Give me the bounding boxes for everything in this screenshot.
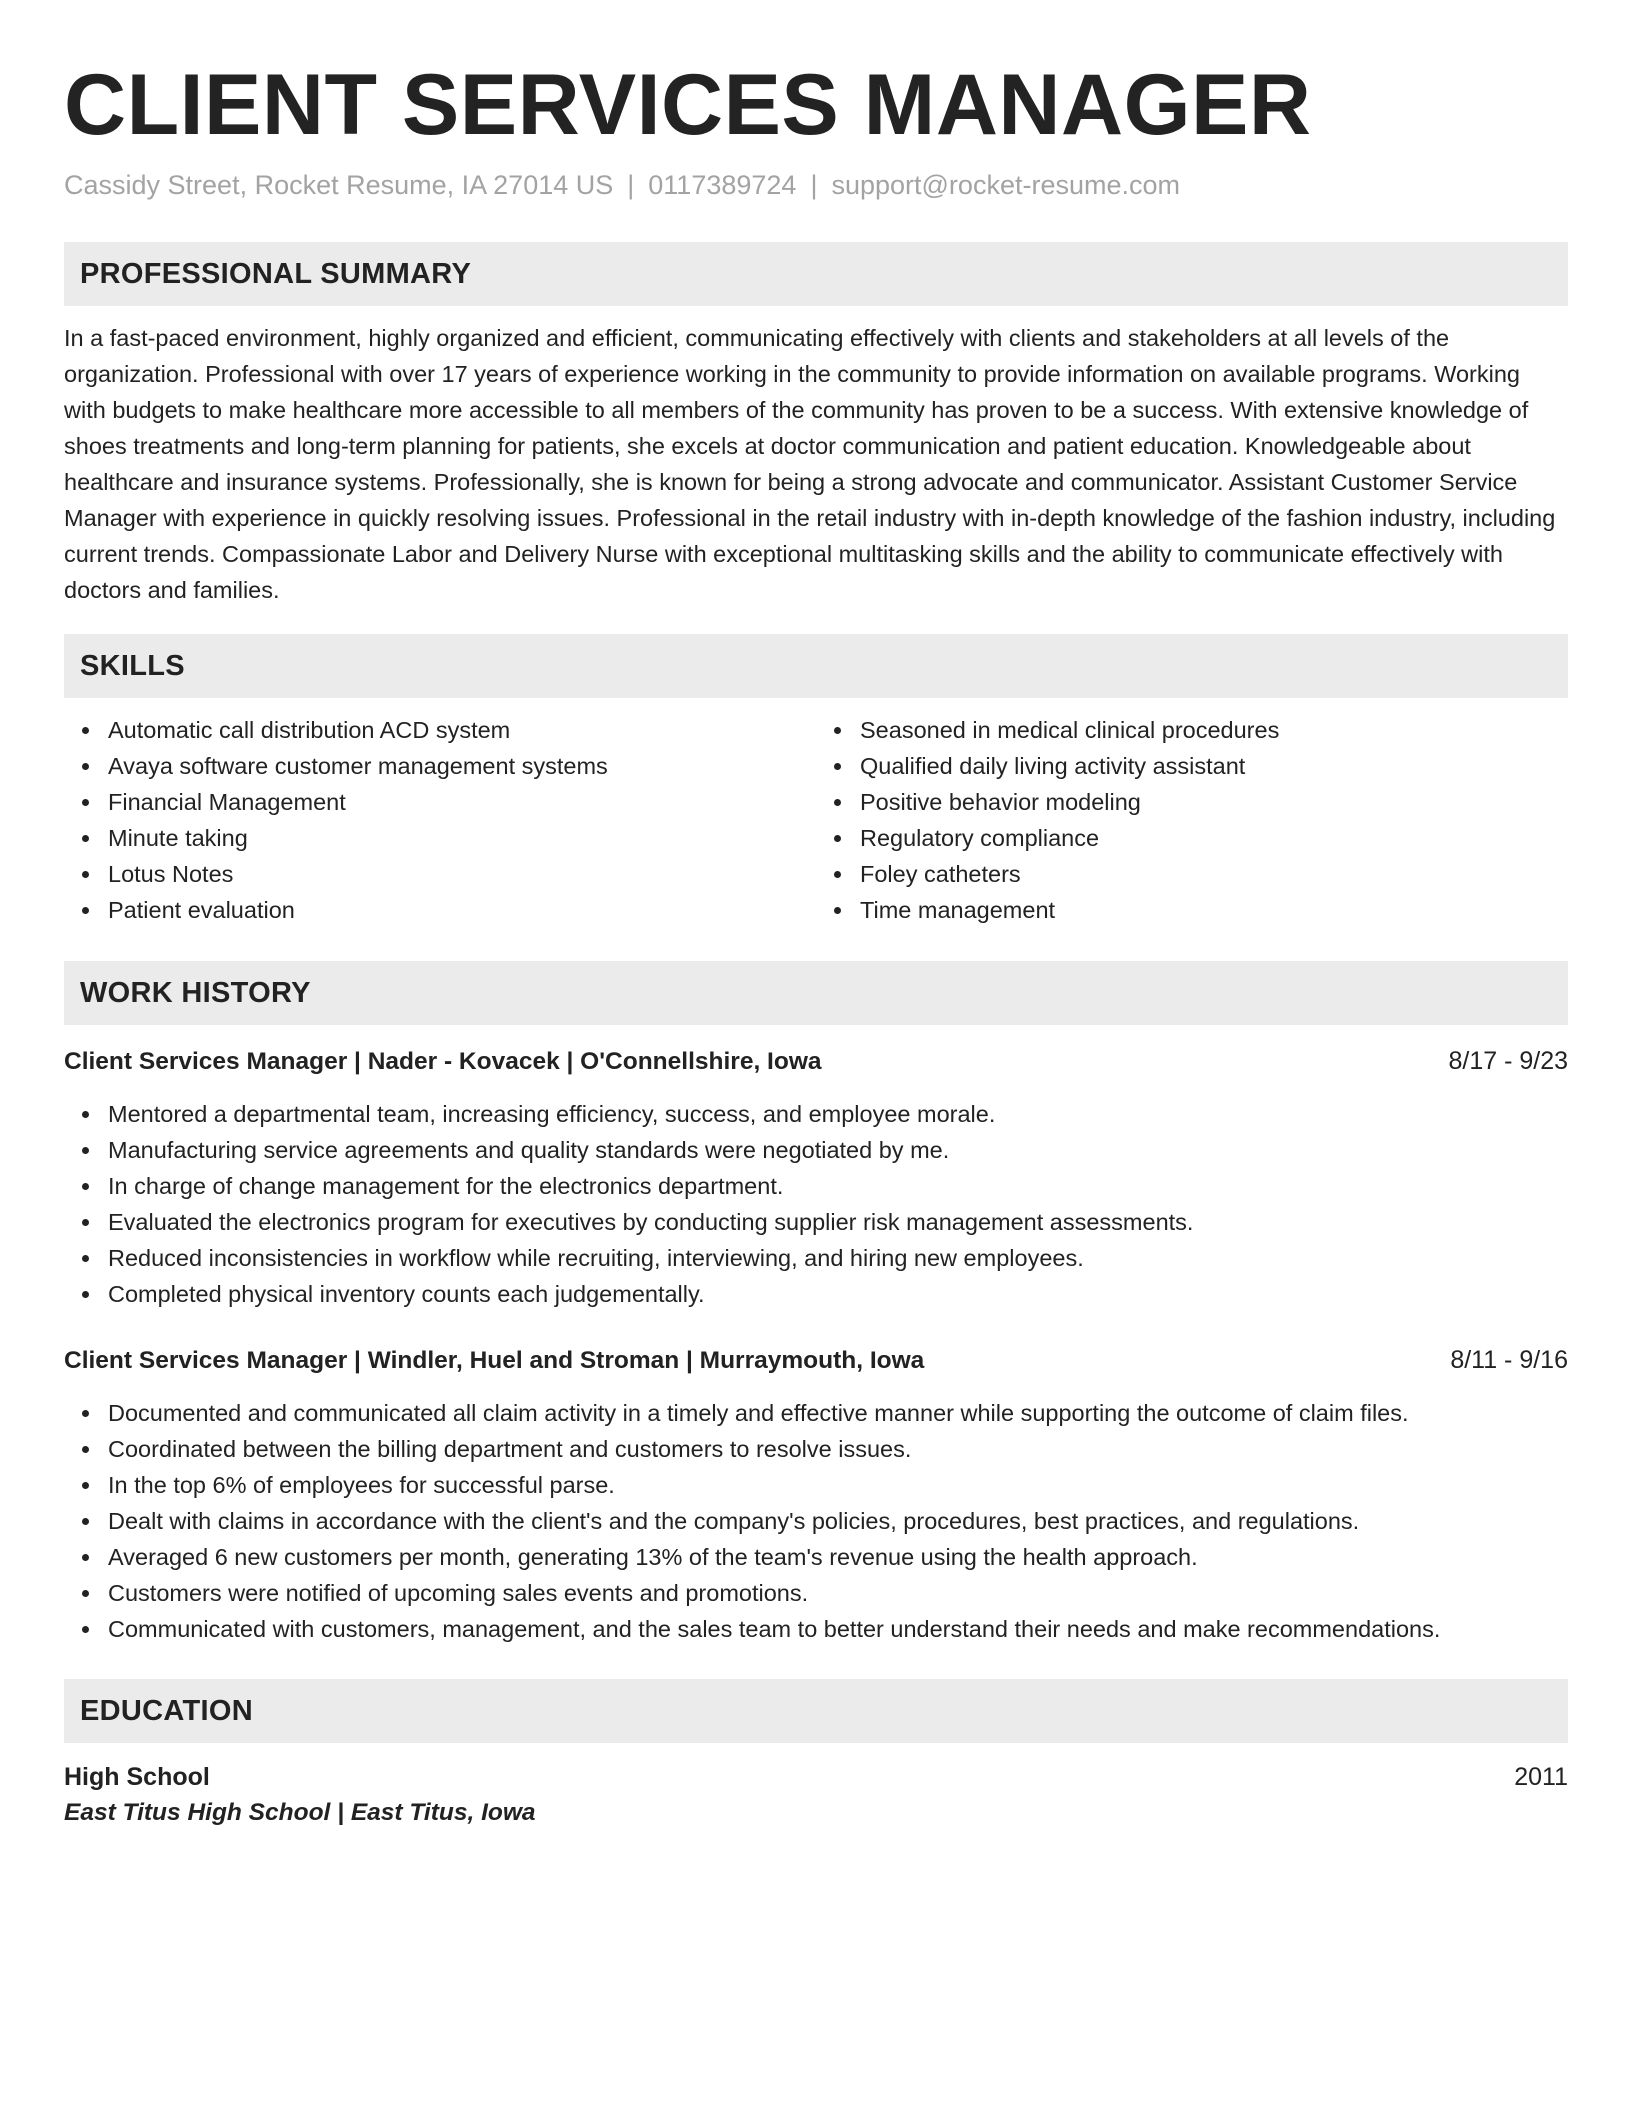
- summary-heading: PROFESSIONAL SUMMARY: [64, 242, 1568, 306]
- resume-page: [64, 0, 1568, 1831]
- job-bullet: Reduced inconsistencies in workflow while recruiting, interviewing, and hiring new employees.: [108, 1240, 1568, 1276]
- job-bullet: Completed physical inventory counts each judgementally.: [108, 1276, 1568, 1312]
- job-bullet: Communicated with customers, management, and the sales team to better understand their needs and make recommendations.: [108, 1611, 1568, 1647]
- job-bullet: Customers were notified of upcoming sales events and promotions.: [108, 1575, 1568, 1611]
- job-bullet: Documented and communicated all claim activity in a timely and effective manner while supporting the outcome of claim files.: [108, 1395, 1568, 1431]
- skill-item: Automatic call distribution ACD system: [108, 712, 816, 748]
- summary-text: In a fast-paced environment, highly organized and efficient, communicating effectively with clients and stakeholders at all levels of the organization. Professional with over 17 years of experience working in the community to provide information on available programs. Working with budgets to make healthcare more accessible to all members of the community has proven to be a success. With extensive knowledge of shoes treatments and long-term planning for patients, she excels at doctor communication and patient education. Knowledgeable about healthcare and insurance systems. Professionally, she is known for being a strong advocate and communicator. Assistant Customer Service Manager with experience in quickly resolving issues. Professional in the retail industry with in-depth knowledge of the fashion industry, including current trends. Compassionate Labor and Delivery Nurse with exceptional multitasking skills and the ability to communicate effectively with doctors and families.: [64, 325, 1556, 603]
- job-bullet: Dealt with claims in accordance with the client's and the company's policies, procedures, best practices, and regulations.: [108, 1503, 1568, 1539]
- skill-item: Patient evaluation: [108, 892, 816, 928]
- job-bullet: Manufacturing service agreements and quality standards were negotiated by me.: [108, 1132, 1568, 1168]
- skill-item: Lotus Notes: [108, 856, 816, 892]
- job-bullet: Evaluated the electronics program for executives by conducting supplier risk management assessments.: [108, 1204, 1568, 1240]
- job-bullet: Coordinated between the billing department and customers to resolve issues.: [108, 1431, 1568, 1467]
- education-degree: High School: [64, 1763, 210, 1791]
- contact-separator: |: [810, 170, 818, 200]
- education-header: [64, 1759, 1568, 1795]
- skills-column-right: [816, 712, 1568, 928]
- job-title: Client Services Manager | Nader - Kovacek | O'Connellshire, Iowa: [64, 1048, 822, 1075]
- skill-item: Seasoned in medical clinical procedures: [860, 712, 1568, 748]
- skill-item: Positive behavior modeling: [860, 784, 1568, 820]
- job-bullets: [64, 1096, 1568, 1312]
- skill-item: Avaya software customer management systems: [108, 748, 816, 784]
- education-entry: [64, 1759, 1568, 1831]
- job-bullets: [64, 1395, 1568, 1647]
- contact-phone: 0117389724: [648, 170, 797, 200]
- candidate-name: CLIENT SERVICES MANAGER: [64, 57, 1312, 153]
- job-bullet: In charge of change management for the electronics department.: [108, 1168, 1568, 1204]
- skill-item: Financial Management: [108, 784, 816, 820]
- contact-email[interactable]: support@rocket-resume.com: [831, 170, 1180, 200]
- job-header: [64, 1043, 1568, 1080]
- education-year: 2011: [1514, 1763, 1568, 1791]
- skill-item: Minute taking: [108, 820, 816, 856]
- education-school: East Titus High School | East Titus, Iowa: [64, 1799, 536, 1826]
- skills-list: [64, 712, 1568, 928]
- job-bullet: Averaged 6 new customers per month, generating 13% of the team's revenue using the health approach.: [108, 1539, 1568, 1575]
- job-title: Client Services Manager | Windler, Huel and Stroman | Murraymouth, Iowa: [64, 1347, 925, 1374]
- skill-item: Foley catheters: [860, 856, 1568, 892]
- job-dates: 8/17 - 9/23: [1448, 1047, 1568, 1075]
- job-bullet: In the top 6% of employees for successful parse.: [108, 1467, 1568, 1503]
- contact-separator: |: [627, 170, 635, 200]
- contact-line: [64, 167, 1568, 203]
- job-entry: [64, 1342, 1568, 1647]
- job-bullet: Mentored a departmental team, increasing efficiency, success, and employee morale.: [108, 1096, 1568, 1132]
- work-heading: WORK HISTORY: [64, 961, 1568, 1025]
- skill-item: Regulatory compliance: [860, 820, 1568, 856]
- contact-address: Cassidy Street, Rocket Resume, IA 27014 US: [64, 170, 614, 200]
- job-header: [64, 1342, 1568, 1379]
- skill-item: Time management: [860, 892, 1568, 928]
- skill-item: Qualified daily living activity assistant: [860, 748, 1568, 784]
- education-heading: EDUCATION: [64, 1679, 1568, 1743]
- skills-column-left: [64, 712, 816, 928]
- job-dates: 8/11 - 9/16: [1450, 1346, 1568, 1374]
- job-entry: [64, 1043, 1568, 1312]
- skills-heading: SKILLS: [64, 634, 1568, 698]
